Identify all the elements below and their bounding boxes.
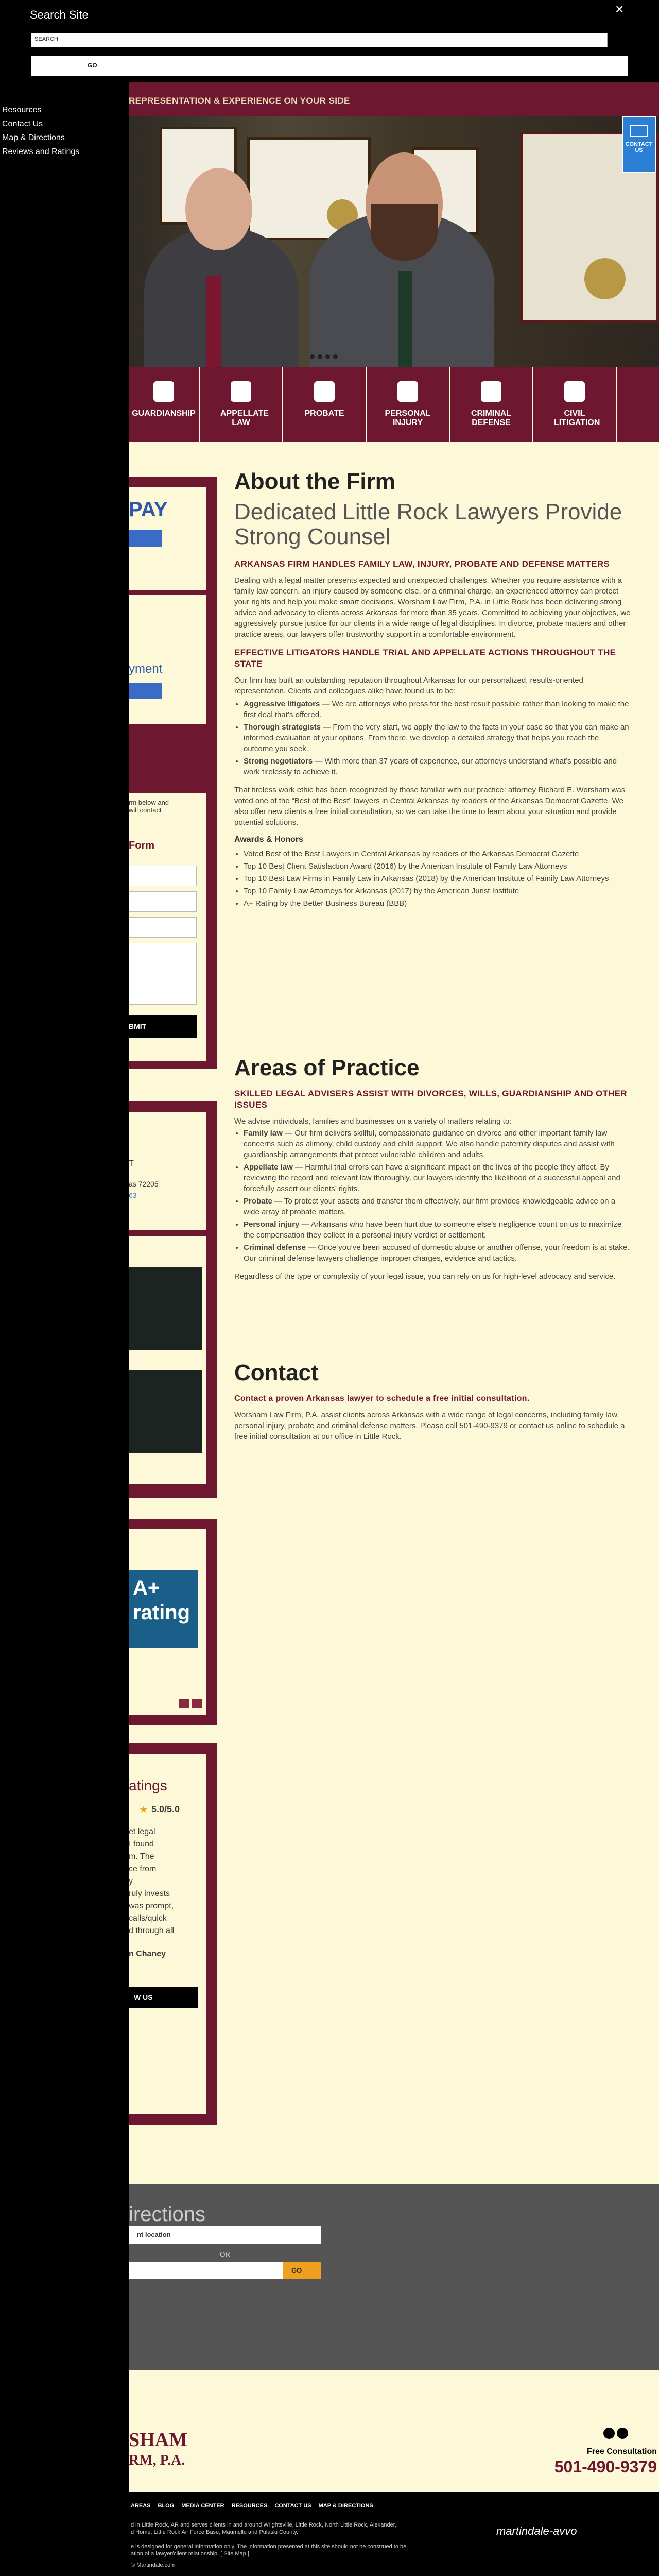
footer-link-map-directions[interactable]: MAP & DIRECTIONS xyxy=(318,2503,373,2509)
list-item: • A+ Rating by the Better Business Bureau (BBB) xyxy=(244,898,631,909)
video-thumbnail[interactable] xyxy=(129,1370,202,1453)
contact-paragraph: Worsham Law Firm, P.A. assist clients across Arkansas with a wide range of legal concerns, including family law, personal injury, probate and criminal defense matters. Please call 501-490-9379 or contact us online to schedule a free initial consultation at our office in Little Rock. xyxy=(234,1411,625,1441)
contact-us-badge[interactable]: CONTACT US xyxy=(622,116,656,173)
home-icon xyxy=(314,381,335,402)
search-input[interactable]: SEARCH xyxy=(31,33,608,47)
menu-item-contact-us[interactable]: Contact Us xyxy=(2,120,43,128)
courthouse-icon xyxy=(564,381,585,402)
about-title: About the Firm xyxy=(234,469,395,494)
about-paragraph-2: Our firm has built an outstanding reputation throughout Arkansas for our personalized, results-oriented representation. Clients and colleagues alike have found us to be: xyxy=(234,676,583,696)
gavel-icon xyxy=(231,381,251,402)
contact-section xyxy=(234,1360,631,1442)
contact-title: Contact xyxy=(234,1360,319,1385)
list-item: • Aggressive litigators — We are attorneys who press for the best result possible rather than looking to make the first deal that’s offered. xyxy=(244,699,631,720)
from-location-input[interactable]: nt location xyxy=(129,2226,321,2244)
footer-text: d in Little Rock, AR and serves clients in and around Wrightsville, Little Rock, North Little Rock, Alexander, d Home, Little Rock Air Force Base, Maumelle and Pulaski County. e is designed for general information only. The information presented at this site should not be construed to be ation of a lawyer/client relationship. [ Site Map ] © Martindale.com xyxy=(131,2522,407,2568)
list-item: • Appellate law — Harmful trial errors can have a significant impact on the lives of the people they affect. By reviewing the record and relevant law thoroughly, our lawyers identify the likelihood of a successful appeal and forcefully assert our clients’ rights. xyxy=(244,1162,631,1194)
areas-section xyxy=(234,1055,631,1282)
address-input[interactable] xyxy=(129,2262,283,2279)
awards-title: Awards & Honors xyxy=(234,835,303,844)
list-item: • Thorough strategists — From the very start, we apply the law to the facts in your case so that you can make an informed evaluation of your options. From there, we develop a detailed strategy that helps you reach the outcome you seek. xyxy=(244,722,631,754)
book-icon xyxy=(153,381,174,402)
list-item: • Family law — Our firm delivers skillful, compassionate guidance on divorce and other important family law concerns such as alimony, child custody and child support. We also handle paternity disputes and assist with guardianship arrangements that protect vulnerable children and adults. xyxy=(244,1128,631,1160)
about-subtitle: Dedicated Little Rock Lawyers Provide Strong Counsel xyxy=(234,499,622,549)
awards-list xyxy=(234,849,631,909)
logo-band xyxy=(129,2370,659,2492)
list-item: • Probate — To protect your assets and transfer them effectively, our firm provides knowledgeable advice on a wide array of probate matters. xyxy=(244,1196,631,1217)
search-overlay xyxy=(0,0,659,82)
contact-heading: Contact a proven Arkansas lawyer to schedule a free initial consultation. xyxy=(234,1394,530,1403)
areas-heading: SKILLED LEGAL ADVISERS ASSIST WITH DIVORCES, WILLS, GUARDIANSHIP AND OTHER ISSUES xyxy=(234,1089,628,1110)
bbb-rating-badge: A+ rating xyxy=(129,1570,198,1648)
practice-probate[interactable]: PROBATE xyxy=(283,367,367,442)
practice-appellate-law[interactable]: APPELLATE LAW xyxy=(200,367,283,442)
next-arrow-icon[interactable] xyxy=(192,1699,202,1708)
hero-image xyxy=(129,116,659,367)
email-field[interactable] xyxy=(129,891,197,912)
social-icon[interactable] xyxy=(617,2428,628,2439)
camera-icon xyxy=(397,381,418,402)
free-consultation-label: Free Consultation xyxy=(586,2447,657,2456)
phone-number[interactable]: 501-490-9379 xyxy=(554,2458,657,2476)
practice-criminal-defense[interactable]: CRIMINAL DEFENSE xyxy=(450,367,533,442)
search-title: Search Site xyxy=(30,8,89,21)
practice-guardianship[interactable]: GUARDIANSHIP xyxy=(129,367,200,442)
bbb-widget xyxy=(129,1529,206,1715)
firm-logo-name: SHAM xyxy=(129,2429,187,2451)
credit-cards-icon xyxy=(129,683,162,699)
about-paragraph-3: That tireless work ethic has been recognized by those familiar with our practice: attorney Richard E. Worsham was voted one of the “Best of the Best” lawyers in Central Arkansas by readers of the Arkansas Democrat Gazette. We also offer new clients a free initial consultation, so we can take the time to learn about your situation and provide potential solutions. xyxy=(234,786,626,827)
close-icon[interactable]: × xyxy=(615,1,624,17)
footer-link-contact-us[interactable]: CONTACT US xyxy=(274,2503,311,2509)
areas-title: Areas of Practice xyxy=(234,1055,420,1080)
areas-list xyxy=(234,1128,631,1264)
footer-link-areas[interactable]: AREAS xyxy=(131,2503,151,2509)
contact-form-widget: rm below and will contact Form BMIT xyxy=(129,793,206,1061)
footer-nav xyxy=(131,2503,373,2509)
social-icon[interactable] xyxy=(603,2428,615,2439)
menu-item-map-directions[interactable]: Map & Directions xyxy=(2,133,65,142)
directions-title: irections xyxy=(129,2203,205,2226)
or-divider: OR xyxy=(220,2250,230,2258)
pay-widget xyxy=(129,487,206,590)
envelope-icon xyxy=(630,125,648,137)
list-item: • Strong negotiators — With more than 37 years of experience, our attorneys understand what’s possible and work tirelessly to achieve it. xyxy=(244,756,631,777)
go-button[interactable]: GO xyxy=(283,2262,321,2279)
name-field[interactable] xyxy=(129,866,197,886)
credit-cards-icon xyxy=(129,530,162,547)
slider-dot[interactable] xyxy=(318,354,322,359)
practice-civil-litigation[interactable]: CIVIL LITIGATION xyxy=(533,367,617,442)
list-item: • Personal injury — Arkansans who have been hurt due to someone else’s negligence count on us to maximize the compensation they collect in a personal injury verdict or settlement. xyxy=(244,1219,631,1241)
phone-field[interactable] xyxy=(129,917,197,938)
video-thumbnail[interactable] xyxy=(129,1267,202,1350)
list-item: • Top 10 Family Law Attorneys for Arkansas (2017) by the American Jurist Institute xyxy=(244,886,631,896)
about-paragraph-1: Dealing with a legal matter presents expected and unexpected challenges. Whether you require assistance with a family law concern, an injury caused by someone else, or a criminal charge, an experienced attorney can protect your rights and help you make smart decisions. Worsham Law Firm, P.A. in Little Rock has been delivering strong advice and advocacy to clients across Arkansas for more than 35 years. Committed to achieving your objectives, we aggressively pursue justice for our clients in a wide range of legal disciplines. In divorce, probate matters and other practice areas, our lawyers offer trustworthy support in a comfortable environment. xyxy=(234,576,631,639)
submit-button[interactable]: BMIT xyxy=(129,1015,197,1038)
practice-personal-injury[interactable]: PERSONAL INJURY xyxy=(367,367,450,442)
directions-section xyxy=(129,2184,659,2370)
about-section xyxy=(234,469,631,910)
address-widget: T as 72205 63 xyxy=(129,1112,206,1230)
list-item: • Top 10 Best Client Satisfaction Award (2016) by the American Institute of Family Law Attorneys xyxy=(244,861,631,872)
about-heading-1: ARKANSAS FIRM HANDLES FAMILY LAW, INJURY, PROBATE AND DEFENSE MATTERS xyxy=(234,559,610,569)
firm-logo-sub: RM, P.A. xyxy=(129,2452,185,2468)
about-heading-2: EFFECTIVE LITIGATORS HANDLE TRIAL AND APPELLATE ACTIONS THROUGHOUT THE STATE xyxy=(234,648,616,669)
shield-icon xyxy=(481,381,501,402)
list-item: • Top 10 Best Law Firms in Family Law in Arkansas (2018) by the American Institute of Family Law Attorneys xyxy=(244,873,631,884)
slider-dot[interactable] xyxy=(310,354,315,359)
prev-arrow-icon[interactable] xyxy=(179,1699,189,1708)
view-all-reviews-button[interactable]: W US xyxy=(129,1987,198,2008)
video-widget xyxy=(129,1236,206,1484)
tagline: REPRESENTATION & EXPERIENCE ON YOUR SIDE xyxy=(129,96,350,106)
practice-area-nav xyxy=(129,367,659,442)
star-icon: ★ xyxy=(139,1804,148,1816)
search-go-button[interactable]: GO xyxy=(31,56,628,76)
reviews-widget: atings ★ 5.0/5.0 et legal I found m. The ce from y ruly invests was prompt, calls/quick d through all n Chaney W US xyxy=(129,1754,206,2114)
list-item: • Voted Best of the Best Lawyers in Central Arkansas by readers of the Arkansas Democrat Gazette xyxy=(244,849,631,859)
strength-list xyxy=(234,699,631,777)
attorney-face xyxy=(185,168,252,250)
footer-link-media-center[interactable]: MEDIA CENTER xyxy=(181,2503,224,2509)
payment-widget: yment xyxy=(129,595,206,724)
message-field[interactable] xyxy=(129,943,197,1005)
menu-item-resources[interactable]: Resources xyxy=(2,106,42,114)
pay-logo: PAY xyxy=(129,498,168,521)
footer xyxy=(129,2492,659,2576)
list-item: • Criminal defense — Once you’ve been accused of domestic abuse or another offense, your freedom is at stake. Our criminal defense lawyers challenge improper charges, evidence and tactics. xyxy=(244,1242,631,1264)
side-menu xyxy=(0,82,129,2576)
martindale-avvo-logo[interactable]: martindale-avvo xyxy=(496,2524,577,2537)
slider-dot[interactable] xyxy=(325,354,330,359)
footer-link-resources[interactable]: RESOURCES xyxy=(231,2503,268,2509)
footer-link-blog[interactable]: BLOG xyxy=(158,2503,175,2509)
areas-intro: We advise individuals, families and businesses on a variety of matters relating to: xyxy=(234,1117,512,1126)
slider-dot[interactable] xyxy=(333,354,338,359)
menu-item-reviews-ratings[interactable]: Reviews and Ratings xyxy=(2,147,80,156)
areas-outro: Regardless of the type or complexity of your legal issue, you can rely on us for high-level advocacy and service. xyxy=(234,1272,616,1281)
